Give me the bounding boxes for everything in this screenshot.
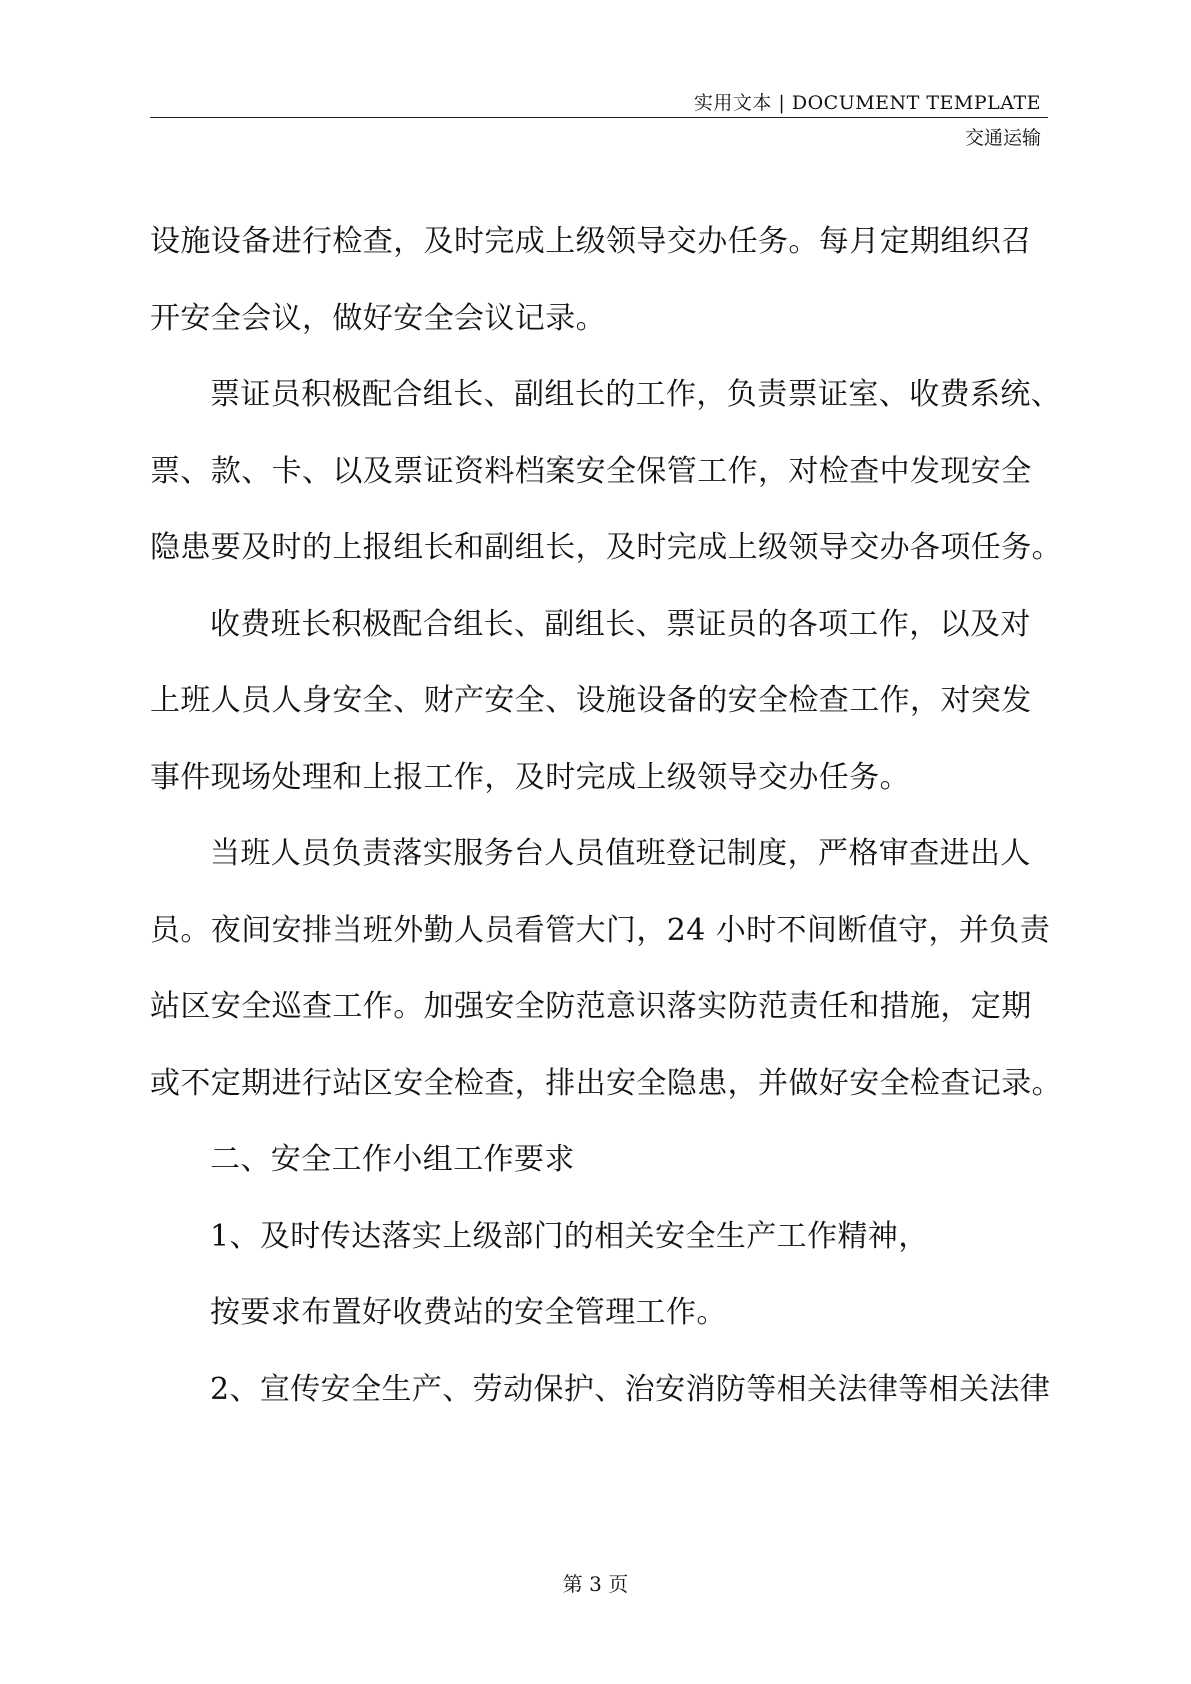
paragraph-line: 开安全会议，做好安全会议记录。 — [150, 300, 606, 336]
paragraph-line: 站区安全巡查工作。加强安全防范意识落实防范责任和措施，定期 — [150, 989, 1032, 1024]
paragraph-line: 上班人员人身安全、财产安全、设施设备的安全检查工作，对突发 — [150, 683, 1032, 718]
paragraph-line: 员。夜间安排当班外勤人员看管大门，24 小时不间断值守，并负责 — [150, 912, 1051, 948]
paragraph-line: 当班人员负责落实服务台人员值班登记制度，严格审查进出人 — [210, 836, 1031, 871]
header-category: 交通运输 — [964, 127, 1041, 149]
document-body — [150, 204, 1062, 1428]
paragraph-line: 事件现场处理和上报工作，及时完成上级领导交办任务。 — [150, 759, 910, 795]
page-number: 第 3 页 — [562, 1572, 629, 1596]
paragraph-line: 设施设备进行检查，及时完成上级领导交办任务。每月定期组织召 — [150, 224, 1032, 259]
header-divider — [150, 117, 1048, 118]
paragraph-line: 按要求布置好收费站的安全管理工作。 — [210, 1295, 727, 1330]
header-title: 实用文本 | DOCUMENT TEMPLATE — [693, 92, 1041, 114]
paragraph-line: 1、及时传达落实上级部门的相关安全生产工作精神， — [210, 1218, 929, 1254]
paragraph-line: 票、款、卡、以及票证资料档案安全保管工作，对检查中发现安全 — [150, 453, 1032, 489]
paragraph-line: 2、宣传安全生产、劳动保护、治安消防等相关法律等相关法律 — [210, 1371, 1051, 1407]
paragraph-line: 票证员积极配合组长、副组长的工作，负责票证室、收费系统、 — [210, 377, 1062, 412]
paragraph-line: 二、安全工作小组工作要求 — [210, 1142, 575, 1177]
paragraph-line: 或不定期进行站区安全检查，排出安全隐患，并做好安全检查记录。 — [150, 1065, 1062, 1101]
paragraph-line: 隐患要及时的上报组长和副组长，及时完成上级领导交办各项任务。 — [150, 530, 1062, 565]
paragraph-line: 收费班长积极配合组长、副组长、票证员的各项工作，以及对 — [210, 606, 1031, 642]
